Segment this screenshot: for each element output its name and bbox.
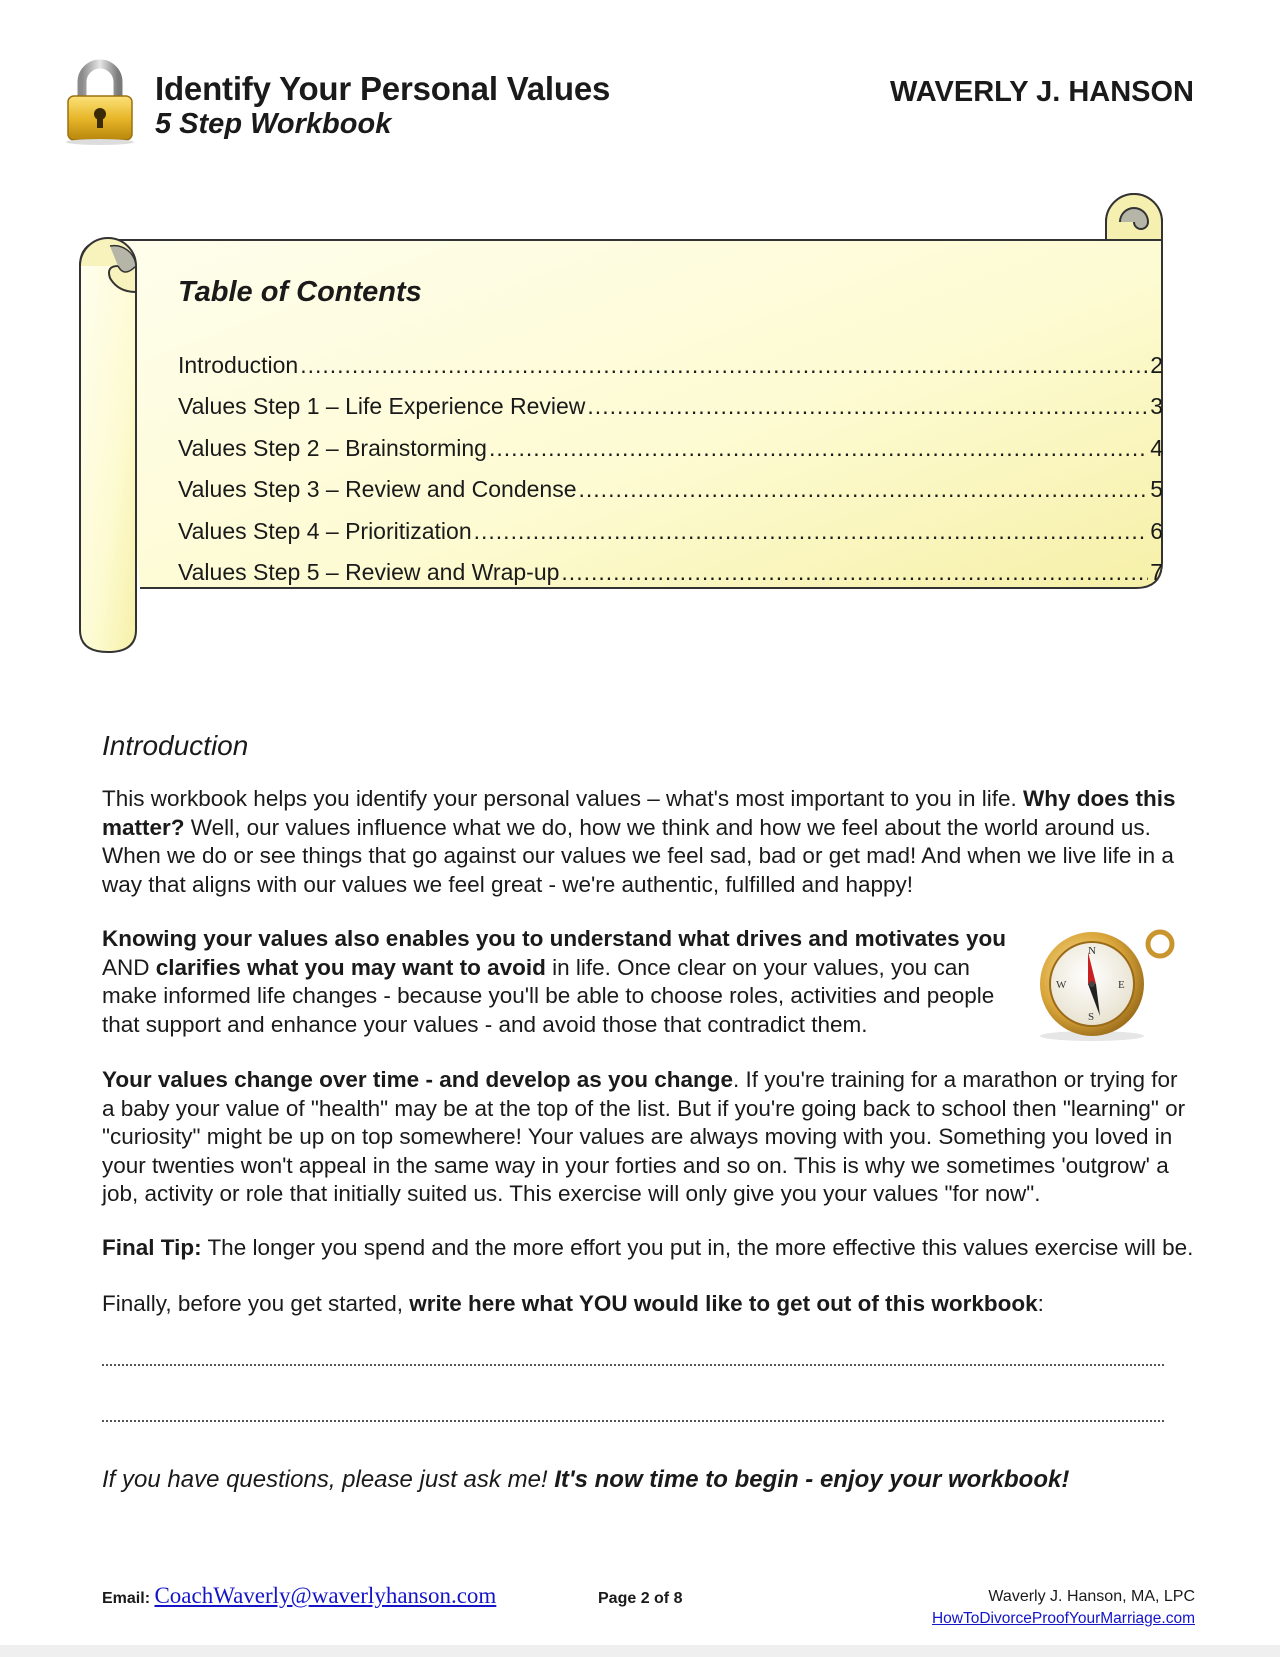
closing-message [102,1466,1069,1494]
toc-list [178,352,1163,600]
text-run-bold: write here what YOU would like to get out of this workbook [409,1291,1038,1316]
text-run: . If you're training for a marathon or trying for a baby your value of "health" may be at the top of the list. But if you're going back to school then "learning" or "curiosity" might be up on top somewhere! Your values are always moving with you. Something you loved in your twenties won't appeal in the same way in your forties and so on. This is why we sometimes 'outgrow' a job, activity or role that initially suited us. This exercise will only give you your values "for now". [102,1067,1186,1206]
compass-icon [1030,922,1190,1042]
toc-item-page: 4 [1150,434,1163,461]
toc-item-page: 3 [1150,393,1163,420]
svg-text:W: W [1056,979,1067,991]
document-subtitle: 5 Step Workbook [155,108,392,140]
introduction-heading: Introduction [102,730,249,761]
text-run-bold: Why does this matter? [102,786,1176,840]
text-run: AND [102,954,156,980]
text-run: in life. Once clear on your values, you can make informed life changes - because you'll be able to choose roles, activities and people that support and enhance your values - and avoid those that contradict them. [102,954,995,1037]
footer-email-label: Email: [102,1590,155,1607]
toc-item[interactable] [178,518,1163,559]
toc-item-label: Values Step 4 – Prioritization [178,517,472,544]
toc-item-page: 7 [1150,558,1163,585]
toc-item[interactable] [178,559,1163,600]
page-bottom-edge [0,1645,1280,1657]
footer-email [102,1583,496,1609]
intro-paragraph-3 [102,1066,1192,1209]
text-run-bold: Final Tip: [102,1235,202,1260]
toc-leader-dots [587,393,1148,420]
website-link[interactable]: HowToDivorceProofYourMarriage.com [931,1610,1195,1627]
intro-paragraph-1 [102,785,1182,899]
toc-item[interactable] [178,476,1163,517]
toc-item-label: Values Step 2 – Brainstorming [178,434,487,461]
write-prompt-paragraph [102,1290,1202,1319]
email-link[interactable]: CoachWaverly@waverlyhanson.com [154,1583,497,1608]
page-number: Page 2 of 8 [598,1590,683,1607]
svg-text:S: S [1088,1011,1095,1023]
toc-item-page: 5 [1150,476,1163,503]
toc-item-label: Introduction [178,352,299,378]
toc-title: Table of Contents [178,276,422,308]
text-run: If you have questions, please just ask me! [102,1466,555,1493]
toc-item-label: Values Step 1 – Life Experience Review [178,393,586,420]
toc-item-label: Values Step 5 – Review and Wrap-up [178,558,560,585]
lock-icon [64,56,136,146]
svg-text:N: N [1088,945,1096,957]
write-in-line[interactable] [102,1364,1164,1366]
toc-leader-dots [489,435,1148,462]
document-title: Identify Your Personal Values [155,70,611,107]
toc-leader-dots [474,518,1149,545]
footer-author-credentials: Waverly J. Hanson, MA, LPC [988,1588,1195,1605]
toc-leader-dots [300,352,1148,379]
toc-item[interactable] [178,352,1163,393]
author-name: WAVERLY J. HANSON [889,76,1194,108]
toc-leader-dots [579,476,1149,503]
intro-paragraph-2 [102,925,1012,1039]
toc-item-page: 2 [1150,352,1163,378]
toc-item[interactable] [178,435,1163,476]
toc-leader-dots [561,559,1148,586]
text-run-bold: clarifies what you may want to avoid [155,954,546,980]
toc-item[interactable] [178,393,1163,434]
text-run-bold: Knowing your values also enables you to understand what drives and motivates you [102,926,1006,951]
text-run-bold: Your values change over time - and develop as you change [102,1067,734,1092]
text-run: : [1037,1291,1044,1316]
text-run: The longer you spend and the more effort you put in, the more effective this values exercise will be. [201,1235,1194,1260]
text-run: Finally, before you get started, [102,1291,410,1316]
final-tip-paragraph [102,1234,1202,1263]
text-run: Well, our values influence what we do, how we think and how we feel about the world around us. When we do or see things that go against our values we feel sad, bad or get mad! And when we live life in a way that aligns with our values we feel great - we're authentic, fulfilled and happy! [102,814,1174,897]
text-run: This workbook helps you identify your personal values – what's most important to you in life. [102,786,1023,811]
write-in-line[interactable] [102,1420,1164,1422]
toc-item-page: 6 [1150,517,1163,544]
svg-text:E: E [1118,979,1125,991]
toc-item-label: Values Step 3 – Review and Condense [178,476,577,503]
text-run-bold: It's now time to begin - enjoy your workbook! [554,1466,1070,1493]
